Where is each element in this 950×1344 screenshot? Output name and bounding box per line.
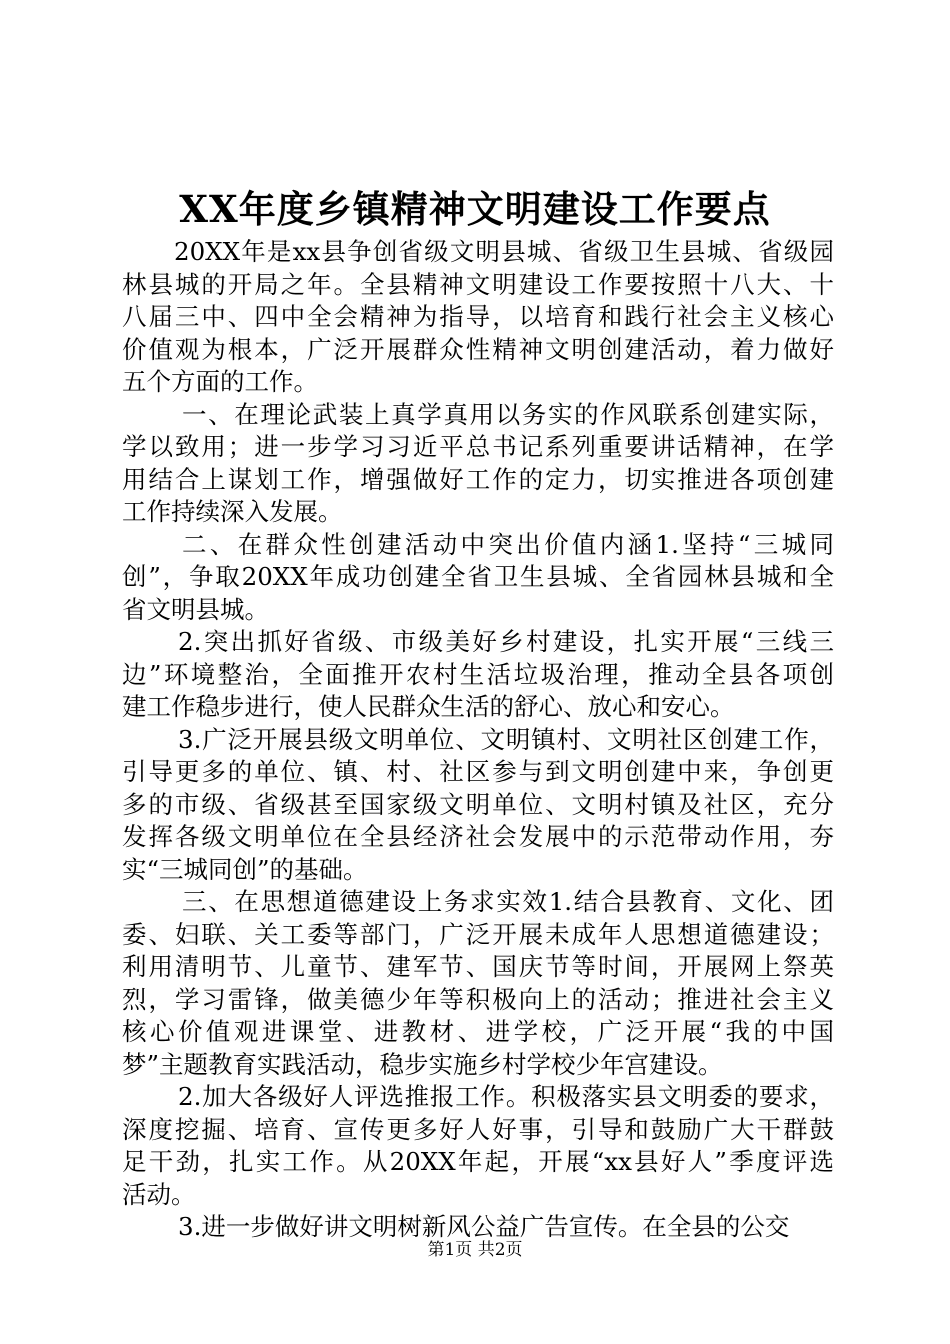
body-line: 三、在思想道德建设上务求实效1.结合县教育、文化、团	[182, 887, 834, 916]
body-line: 创”，争取20XX年成功创建全省卫生县城、全省园林县城和全	[122, 562, 834, 591]
body-line: 梦”主题教育实践活动，稳步实施乡村学校少年宫建设。	[122, 1049, 723, 1079]
body-line: 省文明县城。	[122, 594, 269, 624]
body-line: 核心价值观进课堂、进教材、进学校，广泛开展“我的中国	[122, 1017, 834, 1046]
body-line: 发挥各级文明单位在全县经济社会发展中的示范带动作用，夯	[122, 822, 834, 851]
body-line: 烈，学习雷锋，做美德少年等积极向上的活动；推进社会主义	[122, 984, 834, 1014]
body-line: 学以致用；进一步学习习近平总书记系列重要讲话精神，在学	[122, 432, 834, 461]
body-line: 利用清明节、儿童节、建军节、国庆节等时间，开展网上祭英	[122, 952, 834, 981]
body-line: 2.突出抓好省级、市级美好乡村建设，扎实开展“三线三	[178, 627, 834, 656]
body-line: 3.进一步做好讲文明树新风公益广告宣传。在全县的公交	[178, 1212, 790, 1241]
body-line: 足干劲，扎实工作。从20XX年起，开展“xx县好人”季度评选	[122, 1147, 834, 1176]
document-title: XX年度乡镇精神文明建设工作要点	[179, 187, 771, 231]
body-line: 活动。	[122, 1179, 196, 1209]
body-line: 边”环境整治，全面推开农村生活垃圾治理，推动全县各项创	[122, 659, 834, 689]
body-line: 委、妇联、关工委等部门，广泛开展未成年人思想道德建设；	[122, 919, 834, 949]
body-line: 引导更多的单位、镇、村、社区参与到文明创建中来，争创更	[122, 757, 834, 786]
body-line: 一、在理论武装上真学真用以务实的作风联系创建实际，	[182, 399, 834, 429]
body-line: 价值观为根本，广泛开展群众性精神文明创建活动，着力做好	[122, 334, 834, 364]
body-line: 实“三城同创”的基础。	[122, 854, 368, 884]
body-line: 2.加大各级好人评选推报工作。积极落实县文明委的要求，	[178, 1082, 834, 1111]
body-line: 八届三中、四中全会精神为指导，以培育和践行社会主义核心	[122, 302, 834, 331]
body-line: 多的市级、省级甚至国家级文明单位、文明村镇及社区，充分	[122, 789, 834, 819]
document-body	[122, 236, 834, 1244]
body-line: 20XX年是xx县争创省级文明县城、省级卫生县城、省级园	[174, 237, 834, 266]
body-line: 二、在群众性创建活动中突出价值内涵1.坚持“三城同	[182, 529, 834, 559]
body-line: 工作持续深入发展。	[122, 497, 343, 526]
body-line: 林县城的开局之年。全县精神文明建设工作要按照十八大、十	[122, 269, 834, 299]
body-line: 3.广泛开展县级文明单位、文明镇村、文明社区创建工作，	[178, 724, 834, 754]
page-number-footer: 第1页 共2页	[427, 1240, 523, 1260]
body-line: 建工作稳步进行，使人民群众生活的舒心、放心和安心。	[122, 692, 735, 721]
body-line: 用结合上谋划工作，增强做好工作的定力，切实推进各项创建	[122, 464, 834, 494]
body-line: 五个方面的工作。	[122, 367, 318, 396]
body-line: 深度挖掘、培育、宣传更多好人好事，引导和鼓励广大干群鼓	[122, 1114, 834, 1144]
